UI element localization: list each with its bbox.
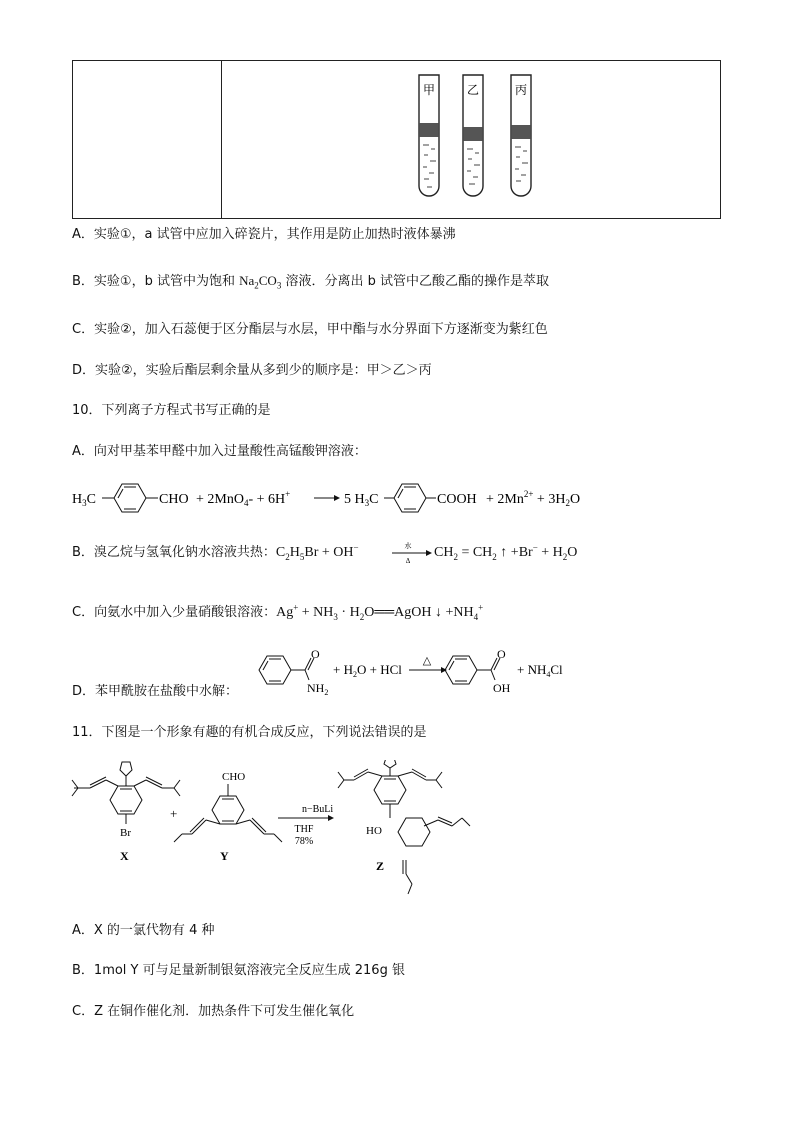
svg-text:+ NH4Cl: + $NH_4Cl$	[517, 662, 563, 679]
svg-text:Z: Z	[376, 859, 385, 873]
benzamide-ring	[259, 656, 291, 684]
q9-option-c: C．实验②，加入石蕊便于区分酯层与水层，甲中酯与水分界面下方逐渐变为紫红色	[72, 322, 548, 337]
svg-text:CHO: CHO	[222, 771, 246, 783]
eq-a-cho: CHO	[159, 492, 189, 507]
test-tube-yi	[463, 75, 483, 196]
eq-a-h3c-left: $H_3C$	[72, 492, 96, 508]
svg-text:OH: OH	[493, 681, 511, 695]
q11-reaction-scheme	[70, 760, 490, 900]
molecule-z	[338, 760, 470, 894]
svg-text:Br: Br	[120, 827, 131, 839]
eq-b-products: $CH_2 = CH_2$ ↑ $+Br^- + H_2O$	[434, 542, 578, 562]
tube-label-jia: 甲	[422, 83, 436, 97]
svg-text:THF: THF	[294, 824, 314, 835]
benzoic-acid-ring	[445, 656, 477, 684]
q11-stem: 11．下图是一个形象有趣的有机合成反应，下列说法错误的是	[72, 725, 427, 740]
q10-option-d-label: D．苯甲酰胺在盐酸中水解：	[72, 684, 239, 699]
test-tubes-figure	[413, 71, 543, 211]
q11-option-b: B．1mol Y 可与足量新制银氨溶液完全反应生成 216g 银	[72, 963, 405, 978]
reaction-arrow-b	[390, 540, 432, 566]
svg-text:Y: Y	[220, 849, 229, 863]
table-divider	[221, 61, 222, 218]
q10-equation-a	[72, 478, 592, 518]
q10-option-a-label: A．向对甲基苯甲醛中加入过量酸性高锰酸钾溶液：	[72, 444, 367, 459]
reaction-arrow-d	[409, 655, 447, 673]
tube-label-yi: 乙	[466, 83, 480, 97]
svg-text:△: △	[422, 655, 432, 667]
eq-a-reagents: + 2MnO$_4$- + 6H+	[196, 489, 291, 508]
q11-option-c: C．Z 在铜作催化剂．加热条件下可发生催化氧化	[72, 1004, 355, 1019]
q10-option-b: B．溴乙烷与氢氧化钠水溶液共热：$C_2H_5Br + OH^-$	[72, 542, 359, 562]
svg-text:+ H2O + HCl: + $H_2O$ + HCl	[333, 662, 402, 679]
q9-option-b: B．实验①，b 试管中为饱和 $Na_2CO_3$ 溶液．分离出 b 试管中乙酸乙酯的操作是萃取	[72, 273, 549, 291]
svg-text:n−BuLi: n−BuLi	[302, 804, 334, 815]
experiment-table	[72, 60, 721, 219]
svg-text:X: X	[120, 849, 129, 863]
tube-label-bing: 丙	[514, 83, 528, 97]
q11-option-a: A．X 的一氯代物有 4 种	[72, 923, 215, 938]
svg-text:+: +	[170, 806, 178, 821]
q10-stem: 10．下列离子方程式书写正确的是	[72, 403, 271, 418]
svg-text:Δ: Δ	[405, 557, 411, 565]
test-tube-bing	[511, 75, 531, 196]
eq-c: $Ag^+ + NH_3$ · $H_2O══AgOH$ ↓ $+NH_4^+$	[276, 602, 484, 622]
q9-option-a: A．实验①，a 试管中应加入碎瓷片，其作用是防止加热时液体暴沸	[72, 227, 456, 242]
reaction-arrow-a	[314, 495, 340, 501]
eq-b: $C_2H_5Br + OH^-$	[275, 542, 359, 562]
test-tube-jia	[419, 75, 439, 196]
eq-a-cooh: COOH	[437, 492, 477, 507]
eq-a-h3c-right: 5 $H_3C$	[344, 492, 379, 508]
benzene-ring-2	[394, 484, 426, 512]
svg-text:NH2: $NH_2$	[307, 681, 329, 697]
molecule-x	[72, 762, 180, 824]
svg-text:O: O	[311, 648, 320, 661]
svg-text:水: 水	[404, 542, 412, 550]
svg-text:O: O	[497, 648, 506, 661]
q10-equation-d	[245, 648, 575, 698]
eq-a-products: + $2Mn^{2+} + 3H_2O$	[486, 489, 581, 508]
benzene-ring-1	[114, 484, 146, 512]
svg-text:HO: HO	[366, 825, 382, 837]
q9-option-d: D．实验②，实验后酯层剩余量从多到少的顺序是：甲＞乙＞丙	[72, 363, 432, 378]
svg-text:78%: 78%	[294, 836, 314, 847]
q10-option-c: C．向氨水中加入少量硝酸银溶液：$Ag^+ + NH_3$ · $H_2O══AgOH$ ↓ $+NH_4^+$	[72, 602, 484, 622]
molecule-y	[174, 784, 282, 842]
